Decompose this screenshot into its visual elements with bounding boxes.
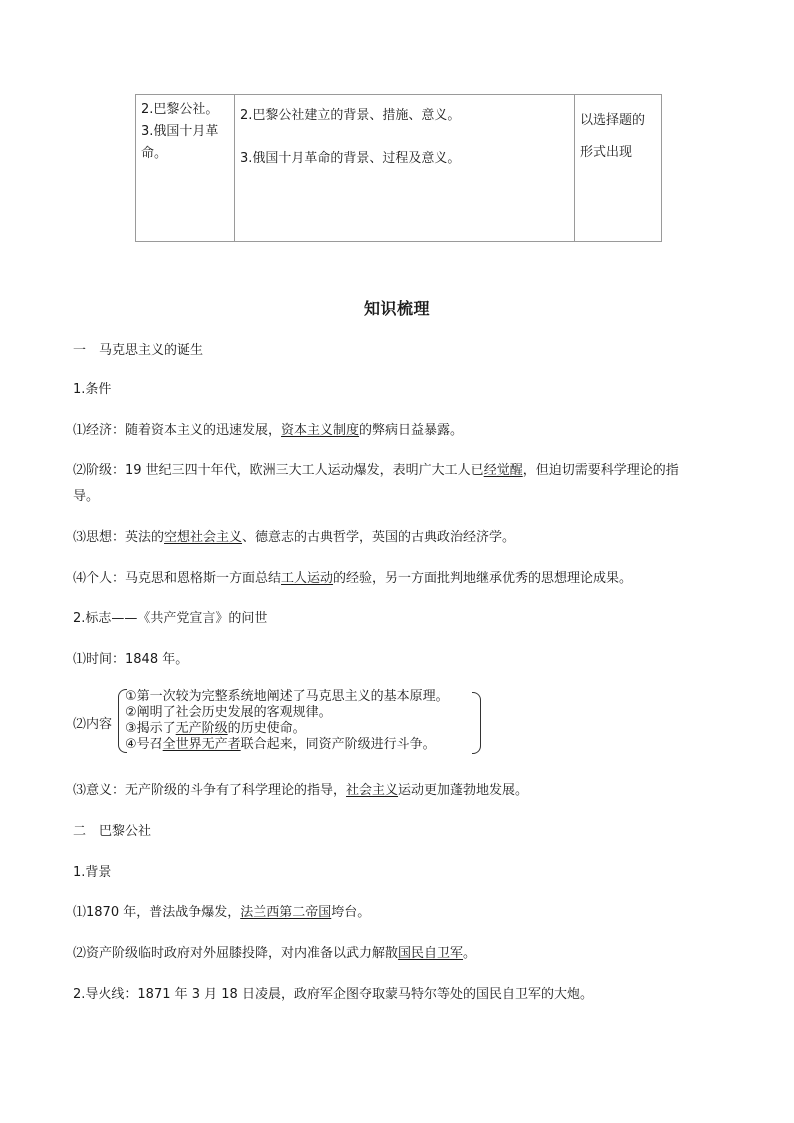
table-row [136, 95, 662, 242]
exam-points-table [135, 94, 662, 242]
form-text: 形式出现 [580, 145, 633, 160]
section-heading: 二 巴黎公社 [73, 824, 152, 839]
topic-item: 3.俄国十月革 [141, 124, 219, 139]
list-item: ③揭示了无产阶级的历史使命。 [125, 721, 306, 736]
paragraph: ⑷个人：马克思和恩格斯一方面总结工人运动的经验，另一方面批判地继承优秀的思想理论成果。 [73, 571, 633, 586]
subsection-heading: 1.背景 [73, 865, 112, 880]
paragraph-continued: 导。 [73, 489, 100, 504]
requirement-item: 3.俄国十月革命的背景、过程及意义。 [240, 151, 461, 166]
paragraph: ⑴经济：随着资本主义的迅速发展，资本主义制度的弊病日益暴露。 [73, 423, 464, 438]
list-item: ④号召全世界无产者联合起来，同资产阶级进行斗争。 [125, 737, 436, 752]
section-heading: 一 马克思主义的诞生 [73, 343, 204, 358]
content-list [125, 689, 449, 753]
topic-item: 2.巴黎公社。 [141, 102, 219, 117]
paragraph: ⑵阶级：19 世纪三四十年代，欧洲三大工人运动爆发，表明广大工人已经觉醒，但迫切需要科学理论的指 [73, 463, 679, 478]
paragraph: ⑴时间：1848 年。 [73, 652, 189, 667]
paragraph: ⑶思想：英法的空想社会主义、德意志的古典哲学，英国的古典政治经济学。 [73, 530, 516, 545]
paragraph: 2.导火线：1871 年 3 月 18 日凌晨，政府军企图夺取蒙马特尔等处的国民自卫军的大炮。 [73, 987, 593, 1002]
table-cell-requirements [235, 95, 575, 242]
form-text: 以选择题的 [580, 113, 646, 128]
table-cell-form [575, 95, 662, 242]
paragraph: ⑶意义：无产阶级的斗争有了科学理论的指导，社会主义运动更加蓬勃地发展。 [73, 783, 529, 798]
content-label: ⑵内容 [73, 717, 113, 732]
subsection-heading: 2.标志——《共产党宣言》的问世 [73, 611, 268, 626]
topic-item: 命。 [141, 146, 168, 161]
page-title: 知识梳理 [363, 299, 430, 318]
list-item: ②阐明了社会历史发展的客观规律。 [125, 705, 332, 720]
right-brace [472, 692, 481, 754]
subsection-heading: 1.条件 [73, 382, 112, 397]
requirement-item: 2.巴黎公社建立的背景、措施、意义。 [240, 108, 461, 123]
table-cell-topics [136, 95, 235, 242]
paragraph: ⑵资产阶级临时政府对外屈膝投降，对内准备以武力解散国民自卫军。 [73, 946, 477, 961]
list-item: ①第一次较为完整系统地阐述了马克思主义的基本原理。 [125, 689, 449, 704]
paragraph: ⑴1870 年，普法战争爆发，法兰西第二帝国垮台。 [73, 905, 371, 920]
